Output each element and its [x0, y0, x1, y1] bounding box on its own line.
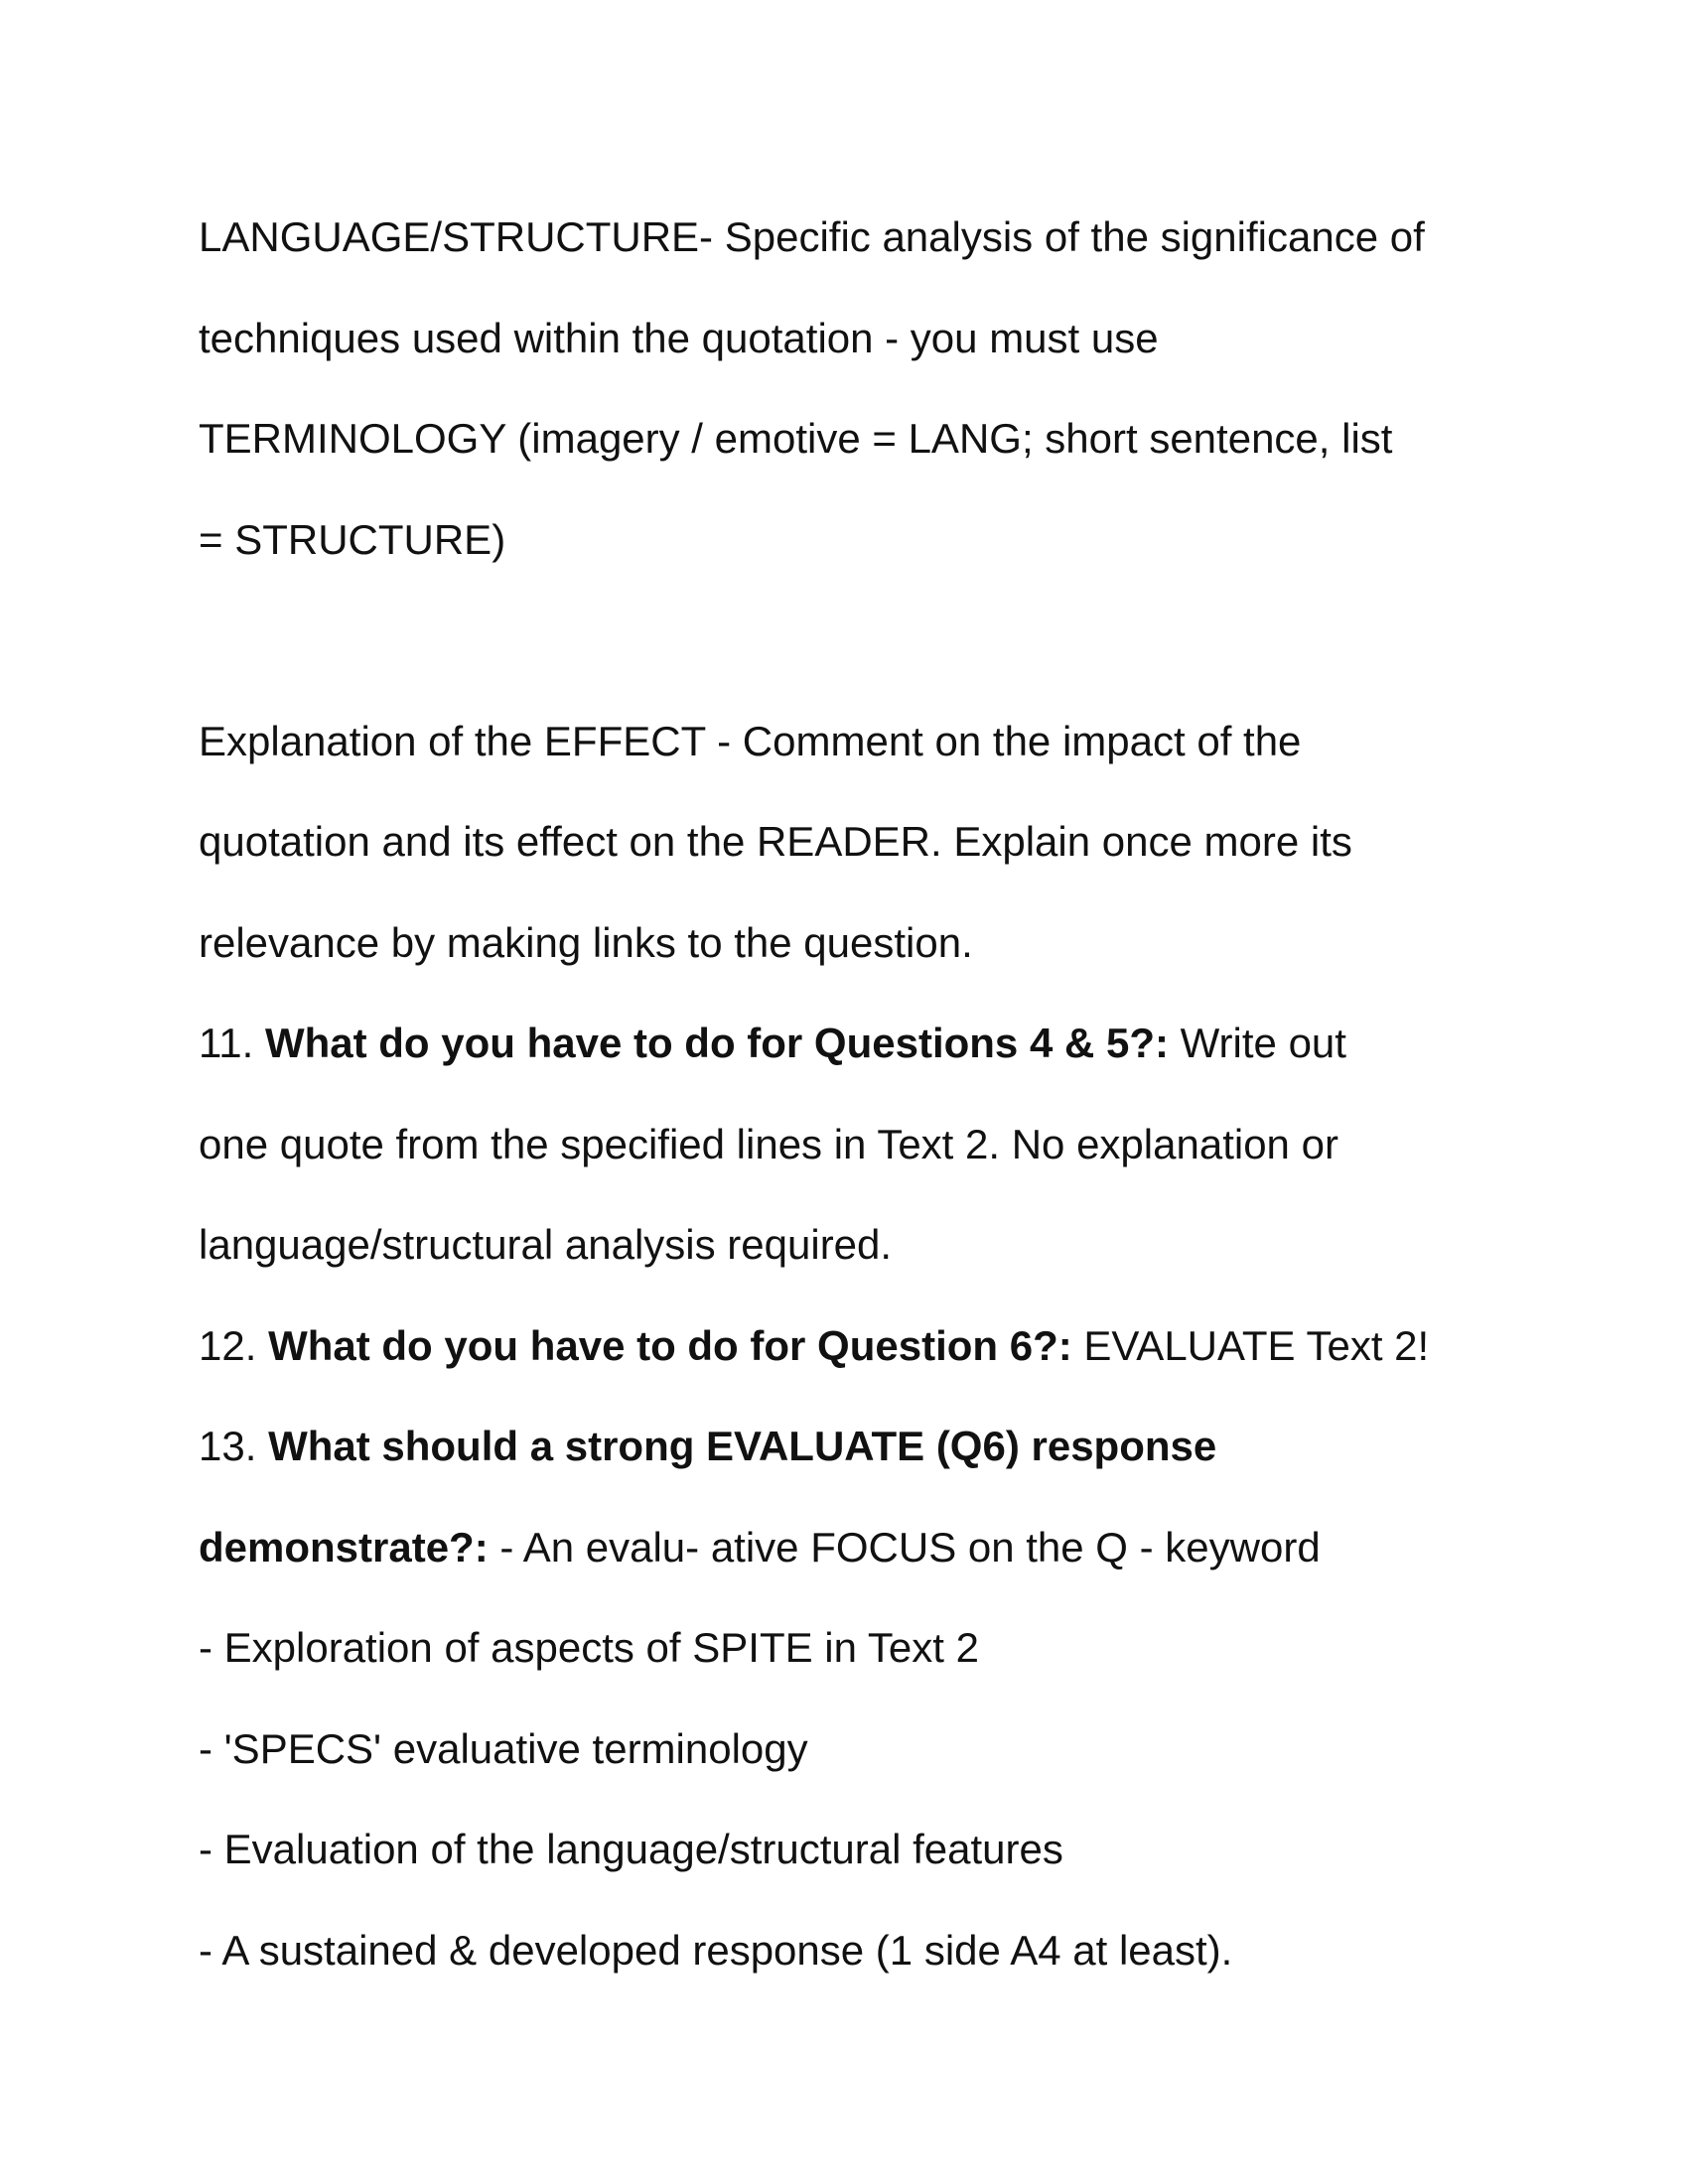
bullet-item: - 'SPECS' evaluative terminology [199, 1724, 808, 1772]
text-line [199, 1296, 1529, 1397]
question-number: 12. [199, 1321, 257, 1369]
language-structure-paragraph [199, 187, 1529, 590]
answer-text: - An evalu- ative FOCUS on the Q - keyword [499, 1523, 1321, 1570]
answer-text: EVALUATE Text 2! [1083, 1321, 1430, 1369]
text-line: quotation and its effect on the READER. Explain once more its [199, 818, 1352, 865]
paragraph-gap [199, 590, 1529, 691]
text-line [199, 993, 1529, 1094]
question-heading: demonstrate?: [199, 1523, 489, 1570]
bullet-item: - Evaluation of the language/structural features [199, 1826, 1063, 1872]
effect-paragraph [199, 691, 1529, 994]
document-body [199, 187, 1529, 2000]
question-11 [199, 993, 1529, 1296]
question-heading: What should a strong EVALUATE (Q6) response [268, 1423, 1217, 1469]
text-line [199, 1396, 1529, 1497]
question-heading: What do you have to do for Questions 4 & 5?: [264, 1020, 1169, 1066]
answer-text: Write out [1180, 1020, 1346, 1066]
question-heading: What do you have to do for Question 6?: [268, 1321, 1072, 1369]
text-line: one quote from the specified lines in Text 2. No explanation or [199, 1120, 1338, 1167]
text-line: techniques used within the quotation - you must use [199, 314, 1159, 361]
question-number: 11. [199, 1020, 254, 1066]
question-13 [199, 1396, 1529, 2000]
text-line: TERMINOLOGY (imagery / emotive = LANG; short sentence, list [199, 415, 1393, 462]
bullet-item: - Exploration of aspects of SPITE in Text 2 [199, 1624, 979, 1671]
text-line: LANGUAGE/STRUCTURE- Specific analysis of the significance of [199, 213, 1425, 260]
text-line [199, 1497, 1529, 1598]
text-line: language/structural analysis required. [199, 1221, 893, 1268]
bullet-item: - A sustained & developed response (1 side A4 at least). [199, 1926, 1233, 1974]
text-line: Explanation of the EFFECT - Comment on the impact of the [199, 717, 1302, 764]
question-12 [199, 1296, 1529, 1397]
text-line: relevance by making links to the question. [199, 918, 973, 966]
question-number: 13. [199, 1423, 257, 1469]
text-line: = STRUCTURE) [199, 515, 506, 563]
